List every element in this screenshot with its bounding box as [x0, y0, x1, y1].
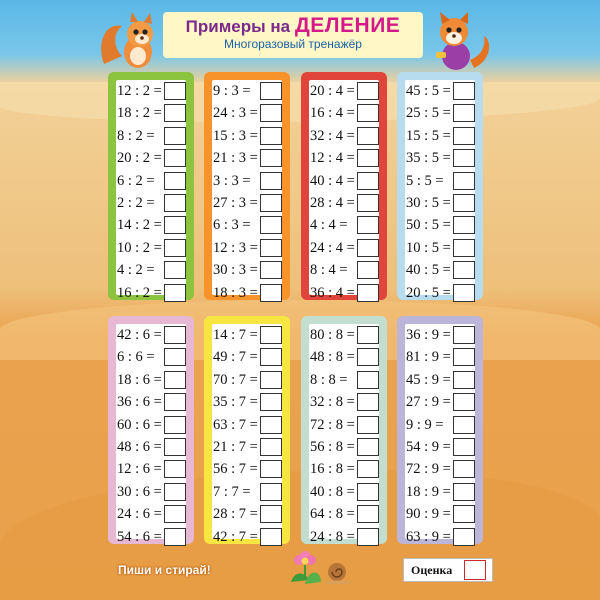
problem-expression: 12 : 2 = [117, 83, 162, 99]
problem-row [405, 125, 475, 147]
answer-box[interactable] [260, 239, 282, 257]
problem-expression: 8 : 2 = [117, 127, 155, 144]
problem-expression: 4 : 4 = [310, 217, 348, 234]
problem-row [405, 80, 475, 102]
problem-expression: 16 : 4 = [310, 105, 355, 122]
answer-box[interactable] [260, 326, 282, 344]
problem-expression: 70 : 7 = [213, 371, 258, 388]
problem-card-bottom-4 [397, 316, 483, 544]
answer-box[interactable] [164, 127, 186, 145]
problem-row [405, 436, 475, 458]
problem-card-top-3 [301, 72, 387, 300]
problem-expression: 45 : 5 = [406, 83, 451, 99]
problem-row [116, 503, 186, 525]
problem-row [405, 214, 475, 236]
problem-row [212, 147, 282, 169]
answer-box[interactable] [453, 483, 475, 501]
problem-row [212, 259, 282, 281]
problem-expression: 36 : 6 = [117, 394, 162, 411]
problem-row [116, 192, 186, 214]
problem-expression: 72 : 9 = [406, 461, 451, 478]
problem-expression: 18 : 9 = [406, 483, 451, 500]
answer-box[interactable] [164, 483, 186, 501]
problem-row [405, 259, 475, 281]
problem-card-top-2 [204, 72, 290, 300]
problem-row [212, 125, 282, 147]
answer-box[interactable] [164, 438, 186, 456]
problem-row [212, 391, 282, 413]
problem-row [309, 436, 379, 458]
problem-row [212, 436, 282, 458]
answer-box[interactable] [357, 149, 379, 167]
answer-box[interactable] [260, 261, 282, 279]
problem-expression: 6 : 3 = [213, 217, 251, 234]
problem-row [405, 369, 475, 391]
problem-list [405, 324, 475, 545]
problem-row [405, 503, 475, 525]
problem-expression: 48 : 6 = [117, 438, 162, 455]
answer-box[interactable] [453, 239, 475, 257]
problem-row [309, 147, 379, 169]
problem-row [309, 102, 379, 124]
grade-field[interactable] [464, 560, 486, 580]
problem-expression: 54 : 9 = [406, 438, 451, 455]
problem-expression: 15 : 5 = [406, 127, 451, 144]
answer-box[interactable] [357, 528, 379, 546]
answer-box[interactable] [164, 528, 186, 546]
problem-row [309, 282, 379, 304]
problem-row [212, 369, 282, 391]
problem-row [212, 170, 282, 192]
problem-row [405, 414, 475, 436]
problem-expression: 32 : 4 = [310, 127, 355, 144]
problem-row [116, 414, 186, 436]
answer-box[interactable] [357, 194, 379, 212]
answer-box[interactable] [357, 348, 379, 366]
problem-row [212, 237, 282, 259]
problem-expression: 12 : 6 = [117, 461, 162, 478]
answer-box[interactable] [260, 528, 282, 546]
problem-list [405, 80, 475, 301]
answer-box[interactable] [260, 149, 282, 167]
answer-box[interactable] [164, 239, 186, 257]
problem-expression: 20 : 4 = [310, 83, 355, 99]
answer-box[interactable] [357, 416, 379, 434]
answer-box[interactable] [453, 127, 475, 145]
problem-row [309, 192, 379, 214]
problem-expression: 9 : 3 = [213, 83, 251, 99]
title-banner [163, 12, 423, 58]
problem-card-bottom-2 [204, 316, 290, 544]
problem-expression: 14 : 7 = [213, 327, 258, 343]
problem-expression: 24 : 4 = [310, 239, 355, 256]
problem-row [405, 102, 475, 124]
answer-box[interactable] [260, 216, 282, 234]
problem-row [212, 102, 282, 124]
problem-expression: 63 : 9 = [406, 528, 451, 545]
answer-box[interactable] [357, 284, 379, 302]
answer-box[interactable] [357, 216, 379, 234]
problem-expression: 42 : 6 = [117, 327, 162, 343]
answer-box[interactable] [357, 172, 379, 190]
problem-expression: 10 : 5 = [406, 239, 451, 256]
problem-row [309, 369, 379, 391]
problem-row [405, 391, 475, 413]
problem-row [405, 526, 475, 548]
answer-box[interactable] [357, 505, 379, 523]
squirrel-mascot-icon [98, 12, 164, 72]
answer-box[interactable] [357, 326, 379, 344]
problem-expression: 27 : 9 = [406, 394, 451, 411]
problem-row [116, 481, 186, 503]
problem-row [212, 526, 282, 548]
problem-expression: 35 : 5 = [406, 150, 451, 167]
problem-row [116, 125, 186, 147]
problem-expression: 15 : 3 = [213, 127, 258, 144]
problem-expression: 49 : 7 = [213, 349, 258, 366]
answer-box[interactable] [453, 284, 475, 302]
answer-box[interactable] [164, 348, 186, 366]
problem-expression: 56 : 8 = [310, 438, 355, 455]
problem-expression: 32 : 8 = [310, 394, 355, 411]
answer-box[interactable] [357, 239, 379, 257]
problem-expression: 6 : 2 = [117, 172, 155, 189]
answer-box[interactable] [453, 416, 475, 434]
answer-box[interactable] [260, 104, 282, 122]
answer-box[interactable] [453, 194, 475, 212]
problem-row [212, 481, 282, 503]
page-title [163, 16, 423, 37]
problem-row [309, 481, 379, 503]
problem-row [116, 80, 186, 102]
answer-box[interactable] [260, 483, 282, 501]
answer-box[interactable] [260, 284, 282, 302]
problem-card-top-4 [397, 72, 483, 300]
problem-row [405, 237, 475, 259]
answer-box[interactable] [453, 326, 475, 344]
answer-box[interactable] [260, 348, 282, 366]
problem-expression: 24 : 8 = [310, 528, 355, 545]
problem-expression: 18 : 3 = [213, 284, 258, 301]
problem-expression: 30 : 6 = [117, 483, 162, 500]
problem-expression: 54 : 6 = [117, 528, 162, 545]
problem-row [116, 346, 186, 368]
problem-expression: 16 : 2 = [117, 284, 162, 301]
problem-row [212, 214, 282, 236]
problem-expression: 12 : 3 = [213, 239, 258, 256]
problem-row [309, 80, 379, 102]
problem-list [212, 324, 282, 545]
problem-expression: 24 : 3 = [213, 105, 258, 122]
answer-box[interactable] [164, 284, 186, 302]
answer-box[interactable] [164, 194, 186, 212]
problem-row [309, 324, 379, 346]
problem-row [116, 436, 186, 458]
problem-expression: 35 : 7 = [213, 394, 258, 411]
problem-expression: 60 : 6 = [117, 416, 162, 433]
problem-expression: 81 : 9 = [406, 349, 451, 366]
problem-card-bottom-3 [301, 316, 387, 544]
problem-expression: 12 : 4 = [310, 150, 355, 167]
grade-label: Оценка [411, 563, 453, 577]
problem-expression: 4 : 2 = [117, 262, 155, 279]
problem-expression: 45 : 9 = [406, 371, 451, 388]
answer-box[interactable] [453, 505, 475, 523]
problem-expression: 30 : 3 = [213, 262, 258, 279]
problem-expression: 40 : 5 = [406, 262, 451, 279]
problem-expression: 42 : 7 = [213, 528, 258, 545]
problem-row [212, 503, 282, 525]
answer-box[interactable] [164, 393, 186, 411]
problem-expression: 14 : 2 = [117, 217, 162, 234]
answer-box[interactable] [164, 149, 186, 167]
answer-box[interactable] [260, 82, 282, 100]
fox-mascot-icon [426, 12, 492, 72]
problem-list [212, 80, 282, 301]
problem-row [309, 414, 379, 436]
answer-box[interactable] [164, 371, 186, 389]
answer-box[interactable] [164, 460, 186, 478]
problem-expression: 28 : 7 = [213, 506, 258, 523]
answer-box[interactable] [260, 505, 282, 523]
background-band [0, 300, 600, 360]
problem-row [405, 192, 475, 214]
problem-row [116, 526, 186, 548]
problem-row [212, 324, 282, 346]
answer-box[interactable] [453, 82, 475, 100]
problem-row [309, 170, 379, 192]
problem-list [309, 80, 379, 301]
background-band [0, 82, 600, 122]
problem-row [116, 214, 186, 236]
answer-box[interactable] [164, 172, 186, 190]
answer-box[interactable] [357, 127, 379, 145]
answer-box[interactable] [164, 416, 186, 434]
answer-box[interactable] [453, 149, 475, 167]
problem-row [212, 458, 282, 480]
problem-row [309, 391, 379, 413]
problem-row [116, 391, 186, 413]
problem-row [212, 414, 282, 436]
problem-row [212, 282, 282, 304]
title-prefix: Примеры на [185, 17, 295, 36]
problem-expression: 56 : 7 = [213, 461, 258, 478]
problem-expression: 20 : 5 = [406, 284, 451, 301]
problem-expression: 90 : 9 = [406, 506, 451, 523]
problem-expression: 64 : 8 = [310, 506, 355, 523]
problem-expression: 7 : 7 = [213, 483, 251, 500]
problem-row [116, 170, 186, 192]
problem-expression: 9 : 9 = [406, 416, 444, 433]
problem-expression: 16 : 8 = [310, 461, 355, 478]
problem-row [116, 282, 186, 304]
answer-box[interactable] [453, 216, 475, 234]
problem-expression: 18 : 6 = [117, 371, 162, 388]
problem-row [116, 102, 186, 124]
answer-box[interactable] [453, 460, 475, 478]
problem-expression: 36 : 9 = [406, 327, 451, 343]
problem-expression: 48 : 8 = [310, 349, 355, 366]
problem-row [212, 80, 282, 102]
answer-box[interactable] [260, 460, 282, 478]
problem-expression: 80 : 8 = [310, 327, 355, 343]
problem-expression: 36 : 4 = [310, 284, 355, 301]
grade-box [403, 558, 493, 582]
problem-row [116, 147, 186, 169]
answer-box[interactable] [164, 104, 186, 122]
problem-expression: 8 : 8 = [310, 371, 348, 388]
problem-expression: 40 : 4 = [310, 172, 355, 189]
problem-list [116, 80, 186, 301]
problem-expression: 3 : 3 = [213, 172, 251, 189]
answer-box[interactable] [453, 438, 475, 456]
problem-expression: 8 : 4 = [310, 262, 348, 279]
answer-box[interactable] [357, 104, 379, 122]
answer-box[interactable] [453, 261, 475, 279]
problem-expression: 25 : 5 = [406, 105, 451, 122]
problem-expression: 63 : 7 = [213, 416, 258, 433]
answer-box[interactable] [164, 216, 186, 234]
answer-box[interactable] [453, 104, 475, 122]
problem-expression: 20 : 2 = [117, 150, 162, 167]
problem-row [405, 346, 475, 368]
problem-expression: 18 : 2 = [117, 105, 162, 122]
problem-row [405, 324, 475, 346]
answer-box[interactable] [453, 348, 475, 366]
problem-row [116, 259, 186, 281]
problem-row [116, 237, 186, 259]
title-accent: ДЕЛЕНИЕ [294, 14, 401, 37]
answer-box[interactable] [260, 393, 282, 411]
problem-card-top-1 [108, 72, 194, 300]
answer-box[interactable] [164, 82, 186, 100]
problem-row [309, 503, 379, 525]
problem-list [309, 324, 379, 545]
problem-expression: 5 : 5 = [406, 172, 444, 189]
problem-expression: 24 : 6 = [117, 506, 162, 523]
problem-row [116, 458, 186, 480]
answer-box[interactable] [164, 505, 186, 523]
flower-snail-icon [285, 542, 355, 587]
problem-row [116, 324, 186, 346]
answer-box[interactable] [357, 393, 379, 411]
problem-row [309, 214, 379, 236]
answer-box[interactable] [260, 127, 282, 145]
answer-box[interactable] [260, 371, 282, 389]
answer-box[interactable] [164, 326, 186, 344]
answer-box[interactable] [453, 172, 475, 190]
problem-expression: 27 : 3 = [213, 194, 258, 211]
problem-expression: 6 : 6 = [117, 349, 155, 366]
problem-card-bottom-1 [108, 316, 194, 544]
reusable-label: Пиши и стирай! [118, 563, 211, 577]
problem-expression: 50 : 5 = [406, 217, 451, 234]
answer-box[interactable] [260, 194, 282, 212]
page-subtitle: Многоразовый тренажёр [224, 37, 362, 51]
answer-box[interactable] [357, 371, 379, 389]
problem-row [212, 346, 282, 368]
answer-box[interactable] [260, 416, 282, 434]
problem-row [405, 147, 475, 169]
answer-box[interactable] [357, 438, 379, 456]
problem-expression: 40 : 8 = [310, 483, 355, 500]
answer-box[interactable] [453, 371, 475, 389]
problem-row [212, 192, 282, 214]
problem-expression: 21 : 7 = [213, 438, 258, 455]
problem-expression: 2 : 2 = [117, 194, 155, 211]
problem-expression: 21 : 3 = [213, 150, 258, 167]
problem-row [309, 125, 379, 147]
problem-row [309, 458, 379, 480]
problem-row [309, 259, 379, 281]
problem-row [405, 481, 475, 503]
problem-list [116, 324, 186, 545]
problem-row [405, 170, 475, 192]
problem-row [116, 369, 186, 391]
answer-box[interactable] [453, 528, 475, 546]
problem-row [309, 346, 379, 368]
problem-row [405, 282, 475, 304]
problem-row [309, 237, 379, 259]
answer-box[interactable] [260, 172, 282, 190]
problem-expression: 30 : 5 = [406, 194, 451, 211]
answer-box[interactable] [260, 438, 282, 456]
problem-expression: 28 : 4 = [310, 194, 355, 211]
answer-box[interactable] [164, 261, 186, 279]
problem-expression: 72 : 8 = [310, 416, 355, 433]
problem-expression: 10 : 2 = [117, 239, 162, 256]
answer-box[interactable] [453, 393, 475, 411]
answer-box[interactable] [357, 82, 379, 100]
answer-box[interactable] [357, 460, 379, 478]
answer-box[interactable] [357, 261, 379, 279]
problem-row [405, 458, 475, 480]
answer-box[interactable] [357, 483, 379, 501]
